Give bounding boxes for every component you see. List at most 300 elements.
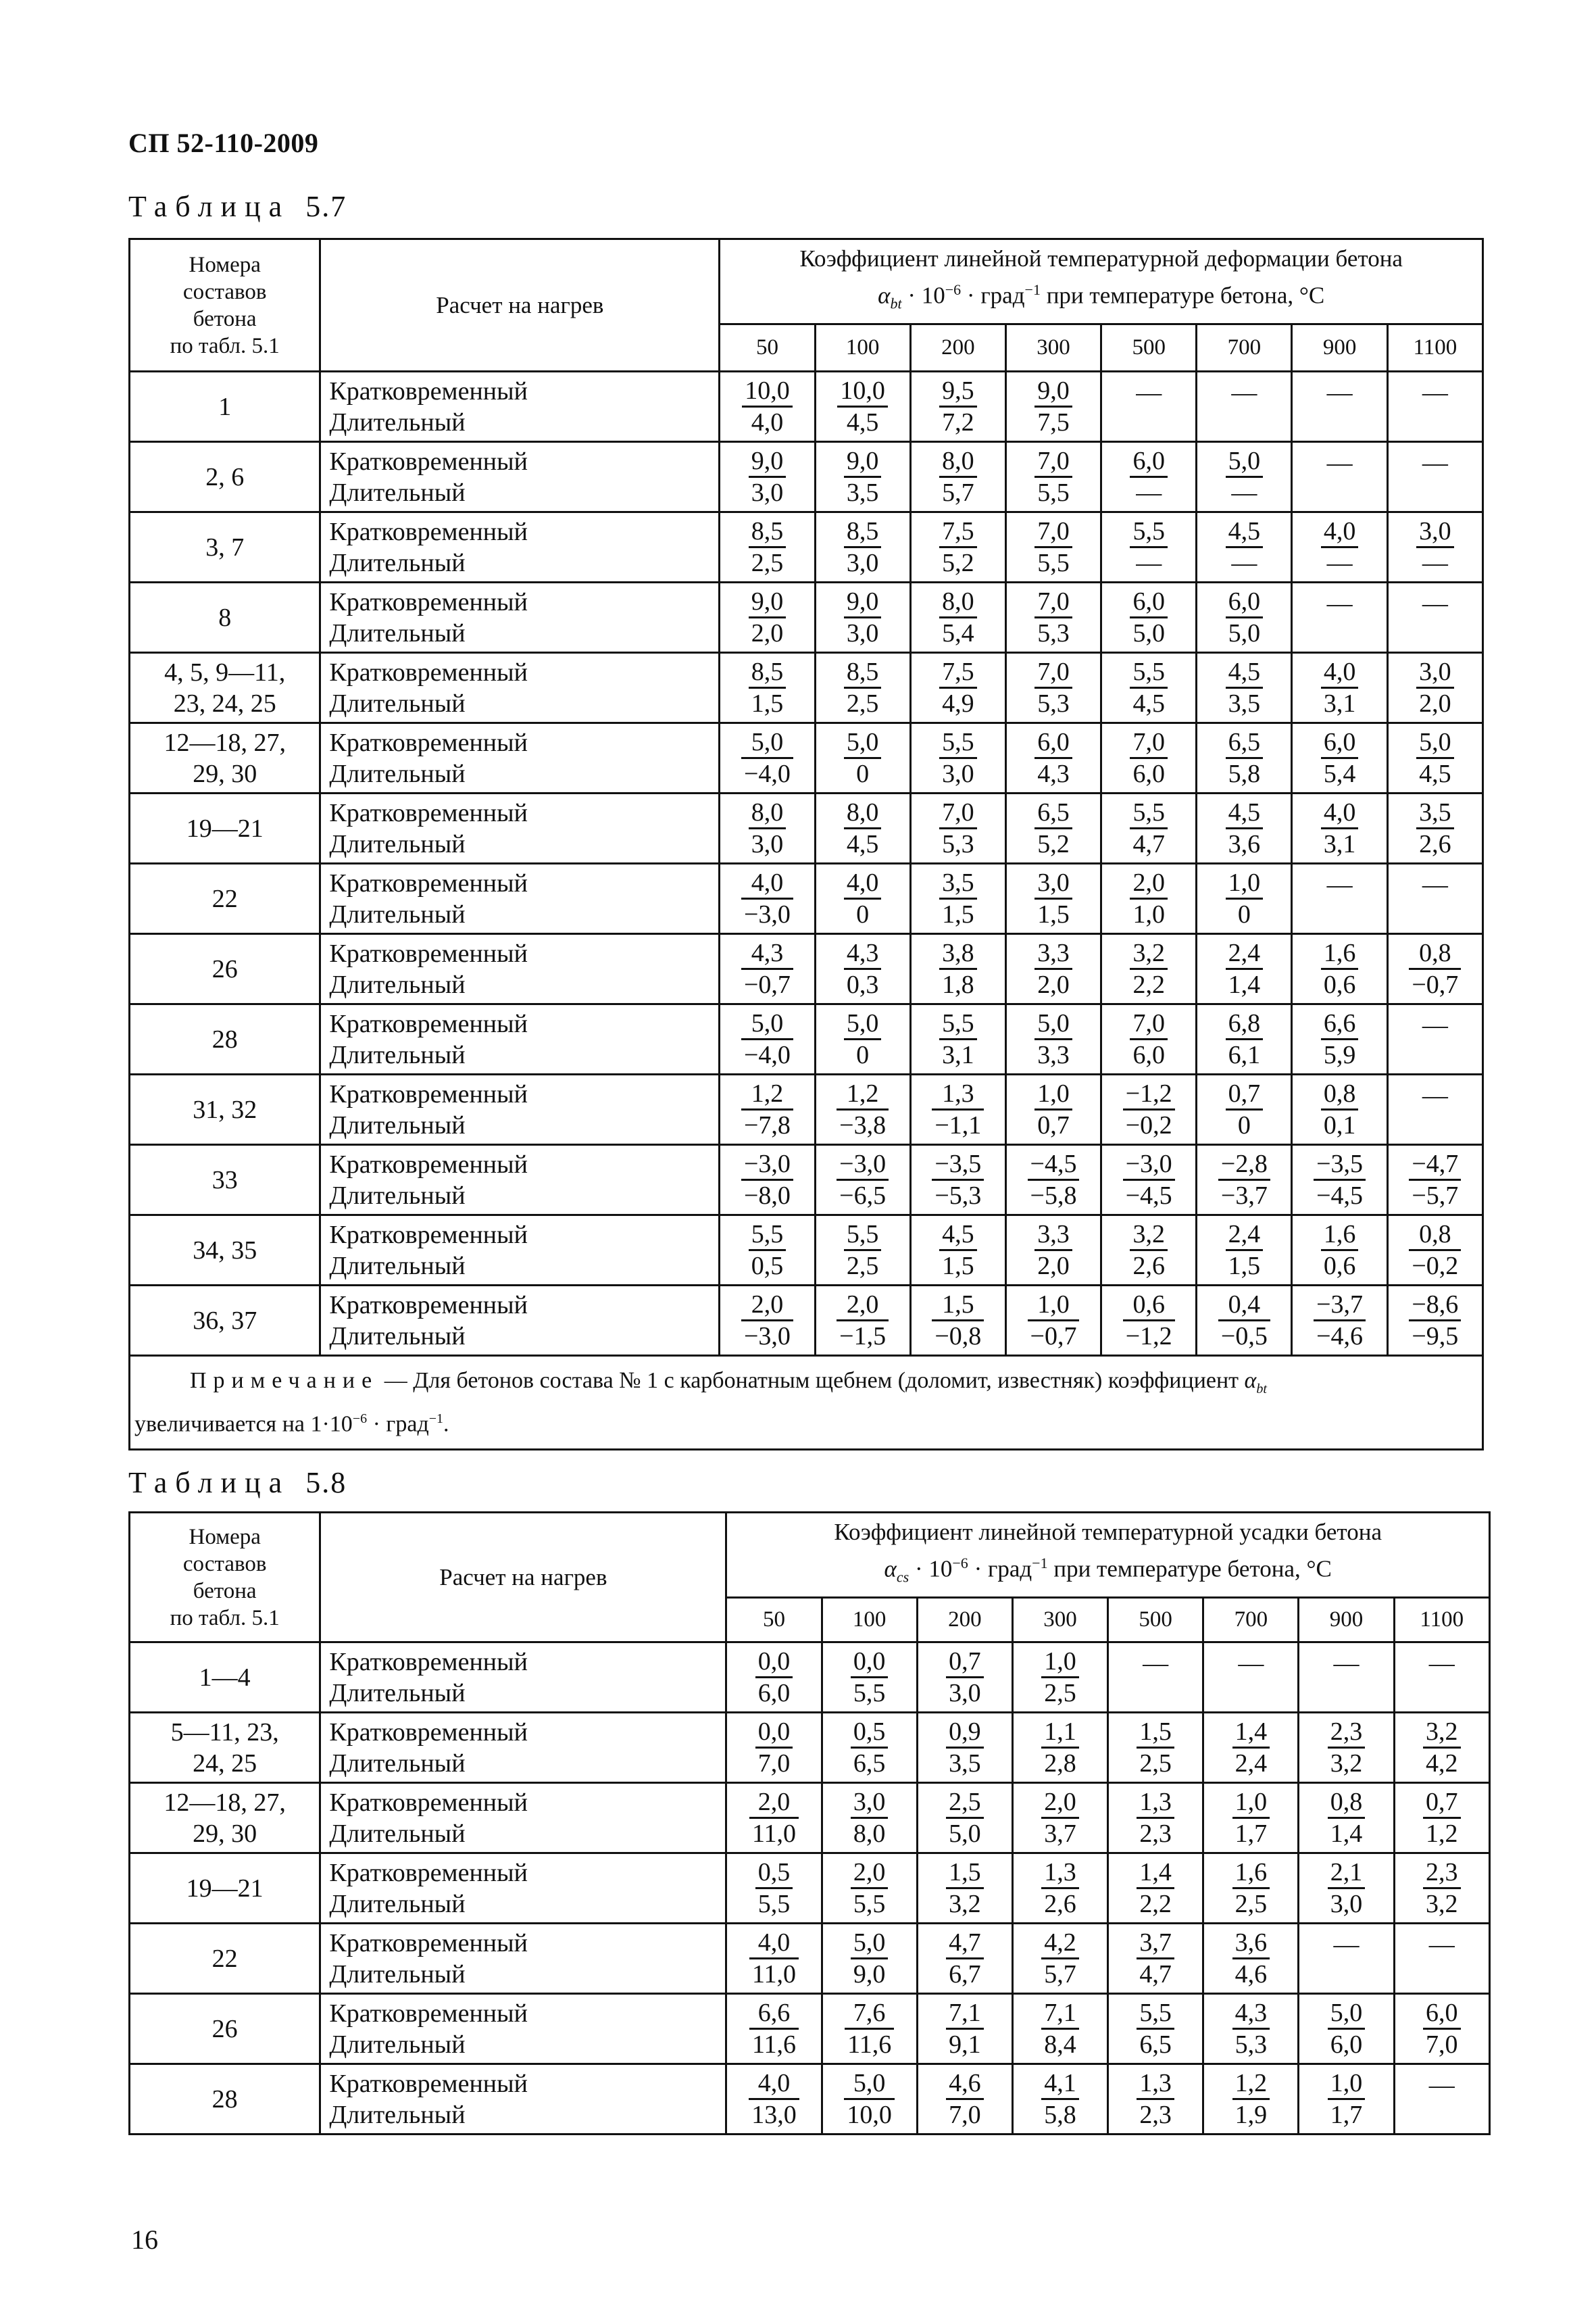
coef-tail: при температуре бетона, °С — [1047, 1555, 1332, 1582]
short-term-value: 4,6 — [946, 2068, 984, 2100]
composition-number — [130, 1994, 320, 2064]
short-term-value: 7,1 — [1041, 1998, 1079, 2030]
fraction — [1226, 657, 1264, 718]
long-term-value: 6,1 — [1228, 1041, 1261, 1069]
short-term-value: 3,0 — [1034, 868, 1072, 900]
short-term-value: 4,5 — [939, 1219, 977, 1251]
calc-type — [320, 372, 720, 442]
fraction — [1028, 1290, 1080, 1351]
calc-type — [320, 723, 720, 794]
value-cell — [1101, 1075, 1197, 1145]
temperature-header: 700 — [1197, 324, 1292, 372]
note-row — [130, 1356, 1483, 1450]
long-term-value: 5,5 — [853, 1679, 886, 1707]
value-cell — [726, 1924, 822, 1994]
fraction — [844, 2068, 895, 2130]
value-cell — [1203, 1853, 1299, 1924]
calc-type — [320, 653, 720, 723]
value-cell — [1005, 723, 1101, 794]
fraction — [939, 868, 977, 929]
temperature-header: 500 — [1108, 1598, 1203, 1642]
value-cell — [1108, 1994, 1203, 2064]
short-term-value: −8,6 — [1409, 1290, 1461, 1321]
long-term-value: 5,4 — [1323, 760, 1356, 788]
value-cell — [1012, 1642, 1107, 1713]
fraction — [1226, 516, 1264, 578]
value-cell — [815, 653, 910, 723]
value-cell — [917, 1853, 1012, 1924]
value-cell — [1299, 1924, 1394, 1994]
coef-unit-2: · град — [968, 1555, 1032, 1582]
long-term-value: 2,6 — [1132, 1252, 1165, 1280]
short-term-value: 3,3 — [1034, 1219, 1072, 1251]
value-cell — [815, 583, 910, 653]
composition-line: 29, 30 — [193, 1819, 257, 1848]
composition-line: 36, 37 — [193, 1306, 257, 1335]
no-value-dash: — — [1422, 1011, 1448, 1040]
long-term-value: 0 — [1237, 1111, 1251, 1140]
coef-exponent-2: −1 — [1032, 1555, 1048, 1572]
value-cell — [1292, 794, 1387, 864]
long-term-value: −4,6 — [1316, 1322, 1364, 1350]
value-cell — [910, 1075, 1005, 1145]
short-term-value: 2,4 — [1226, 1219, 1264, 1251]
value-cell — [815, 442, 910, 512]
short-term-value: 0,6 — [1123, 1290, 1175, 1321]
short-term-value: 7,5 — [939, 516, 977, 548]
value-cell — [1005, 583, 1101, 653]
value-cell — [910, 1215, 1005, 1286]
long-term-value: 5,2 — [1037, 830, 1070, 858]
value-cell — [1005, 864, 1101, 934]
fraction — [946, 2068, 984, 2130]
long-term-value: −3,8 — [839, 1111, 887, 1140]
no-value-dash: — — [1326, 449, 1353, 477]
long-term-value: 3,0 — [949, 1679, 981, 1707]
long-term-value: 2,6 — [1044, 1890, 1076, 1918]
fraction — [1226, 727, 1264, 789]
fraction — [1321, 1008, 1359, 1070]
calc-line: Кратковременный — [329, 1009, 528, 1038]
short-term-value: 8,5 — [844, 657, 882, 689]
document-code: СП 52-110-2009 — [128, 128, 319, 158]
fraction — [1226, 868, 1264, 929]
value-cell — [1387, 653, 1482, 723]
composition-line: 19—21 — [186, 814, 264, 843]
fraction — [1130, 1219, 1168, 1281]
fraction — [1034, 446, 1072, 508]
fraction — [1034, 727, 1072, 789]
short-term-value: 6,6 — [1321, 1008, 1359, 1040]
fraction — [1130, 938, 1168, 1000]
value-cell — [1299, 1783, 1394, 1853]
fraction — [1409, 938, 1461, 1000]
short-term-value: 1,2 — [741, 1079, 793, 1111]
long-term-value: 2,5 — [751, 549, 784, 577]
calc-line: Длительный — [329, 1321, 466, 1350]
fraction — [939, 587, 977, 648]
value-cell — [815, 864, 910, 934]
fraction — [1232, 1857, 1270, 1919]
long-term-value: 0,6 — [1323, 971, 1356, 999]
fraction — [1226, 798, 1264, 859]
long-term-value: 3,5 — [846, 479, 879, 507]
fraction — [749, 1998, 799, 2059]
value-cell — [1197, 1004, 1292, 1075]
short-term-value: 4,0 — [749, 2068, 799, 2100]
long-term-value: — — [1326, 549, 1353, 577]
coef-symbol: α — [878, 282, 891, 309]
composition-line: 12—18, 27, — [164, 728, 286, 757]
fraction — [1137, 1928, 1174, 1989]
long-term-value: 4,5 — [1132, 689, 1165, 718]
calc-line: Длительный — [329, 408, 466, 437]
short-term-value: 6,0 — [1034, 727, 1072, 759]
temperature-header: 900 — [1292, 324, 1387, 372]
composition-line: 33 — [211, 1165, 238, 1194]
value-cell — [1005, 653, 1101, 723]
coef-exponent: −6 — [945, 281, 962, 299]
long-term-value: −1,2 — [1125, 1322, 1172, 1350]
short-term-value: 4,0 — [1321, 798, 1359, 829]
long-term-value: 4,5 — [1419, 760, 1451, 788]
composition-line: 5—11, 23, — [170, 1717, 279, 1747]
fraction — [939, 938, 977, 1000]
calc-type — [320, 512, 720, 583]
composition-number — [130, 1145, 320, 1215]
value-cell — [1387, 723, 1482, 794]
table-row — [130, 1215, 1483, 1286]
header-line: Номера — [189, 252, 261, 277]
value-cell — [910, 1145, 1005, 1215]
long-term-value: 5,3 — [1037, 689, 1070, 718]
value-cell — [1387, 583, 1482, 653]
calc-line: Длительный — [329, 759, 466, 788]
calc-line: Кратковременный — [329, 1290, 528, 1319]
fraction — [1130, 798, 1168, 859]
table-row — [130, 2064, 1490, 2135]
short-term-value: 10,0 — [742, 376, 793, 408]
value-cell — [720, 1145, 815, 1215]
fraction — [946, 1857, 984, 1919]
fraction — [1034, 376, 1072, 437]
value-cell — [917, 1783, 1012, 1853]
calc-type — [320, 1286, 720, 1356]
fraction — [1232, 1998, 1270, 2059]
calc-line: Кратковременный — [329, 447, 528, 476]
long-term-value: 0 — [856, 900, 870, 929]
long-term-value: 5,8 — [1228, 760, 1261, 788]
table-row — [130, 1145, 1483, 1215]
fraction — [1321, 1219, 1359, 1281]
temperature-header: 200 — [910, 324, 1005, 372]
long-term-value: — — [1422, 549, 1448, 577]
value-cell — [1292, 653, 1387, 723]
fraction — [844, 938, 882, 1000]
long-term-value: 1,7 — [1330, 2101, 1363, 2129]
short-term-value: 0,8 — [1328, 1787, 1366, 1819]
value-cell — [1108, 1924, 1203, 1994]
table-row — [130, 1286, 1483, 1356]
fraction — [1041, 1647, 1079, 1708]
long-term-value: 3,0 — [1330, 1890, 1363, 1918]
fraction — [1416, 727, 1454, 789]
short-term-value: 3,8 — [939, 938, 977, 970]
long-term-value: 4,5 — [846, 830, 879, 858]
fraction — [1328, 1857, 1366, 1919]
composition-line: 31, 32 — [193, 1095, 257, 1124]
fraction — [1409, 1290, 1461, 1351]
value-cell — [910, 723, 1005, 794]
value-cell — [1387, 512, 1482, 583]
fraction — [1321, 727, 1359, 789]
calc-line: Длительный — [329, 2100, 466, 2129]
long-term-value: −4,5 — [1316, 1181, 1364, 1210]
fraction — [749, 446, 787, 508]
value-cell — [910, 512, 1005, 583]
short-term-value: 2,0 — [741, 1290, 793, 1321]
table-row — [130, 1994, 1490, 2064]
long-term-value: — — [1136, 549, 1162, 577]
temperature-header: 500 — [1101, 324, 1197, 372]
fraction — [1226, 938, 1264, 1000]
calc-line: Длительный — [329, 1251, 466, 1280]
short-term-value: −1,2 — [1123, 1079, 1175, 1111]
value-cell — [1203, 1713, 1299, 1783]
col-header-calc: Расчет на нагрев — [320, 1513, 726, 1642]
table-row — [130, 442, 1483, 512]
composition-line: 26 — [211, 2014, 238, 2043]
long-term-value: 3,1 — [1323, 689, 1356, 718]
short-term-value: 7,0 — [1034, 657, 1072, 689]
fraction — [844, 1008, 882, 1070]
short-term-value: 2,3 — [1423, 1857, 1461, 1889]
long-term-value: 2,8 — [1044, 1749, 1076, 1778]
short-term-value: 0,5 — [851, 1717, 889, 1749]
fraction — [851, 1647, 889, 1708]
table-5-7 — [128, 238, 1484, 1450]
short-term-value: −3,7 — [1314, 1290, 1366, 1321]
composition-number — [130, 1853, 320, 1924]
no-value-dash: — — [1326, 871, 1353, 899]
short-term-value: 3,0 — [1416, 516, 1454, 548]
value-cell — [1005, 1145, 1101, 1215]
fraction — [1232, 1787, 1270, 1849]
short-term-value: 6,6 — [749, 1998, 799, 2030]
fraction — [946, 1998, 984, 2059]
table-5-8-caption — [128, 1465, 347, 1500]
calc-type — [320, 1642, 726, 1713]
long-term-value: −4,0 — [743, 760, 791, 788]
fraction — [1137, 2068, 1174, 2130]
composition-number — [130, 1215, 320, 1286]
fraction — [741, 868, 793, 929]
value-cell — [1197, 1286, 1292, 1356]
value-cell — [726, 2064, 822, 2135]
value-cell — [815, 1286, 910, 1356]
fraction — [844, 446, 882, 508]
short-term-value: 2,0 — [851, 1857, 889, 1889]
fraction — [1321, 1079, 1359, 1140]
value-cell — [1012, 2064, 1107, 2135]
short-term-value: 3,2 — [1130, 1219, 1168, 1251]
fraction — [1416, 516, 1454, 578]
composition-line: 8 — [218, 603, 232, 632]
header-line: составов — [182, 279, 267, 304]
calc-line: Длительный — [329, 1181, 466, 1210]
temperature-header: 100 — [822, 1598, 917, 1642]
value-cell — [1101, 583, 1197, 653]
value-cell — [720, 583, 815, 653]
value-cell — [815, 723, 910, 794]
value-cell — [1108, 1642, 1203, 1713]
short-term-value: 1,5 — [932, 1290, 984, 1321]
short-term-value: 1,6 — [1321, 938, 1359, 970]
long-term-value: 1,5 — [1228, 1252, 1261, 1280]
short-term-value: 6,0 — [1130, 587, 1168, 618]
fraction — [1232, 1717, 1270, 1778]
fraction — [755, 1857, 793, 1919]
value-cell — [917, 1994, 1012, 2064]
value-cell — [822, 1994, 917, 2064]
value-cell — [1101, 1286, 1197, 1356]
coef-title: Коэффициент линейной температурной усадки бетона — [834, 1519, 1382, 1546]
long-term-value: 2,0 — [751, 619, 784, 648]
short-term-value: 4,3 — [1232, 1998, 1270, 2030]
calc-type — [320, 2064, 726, 2135]
value-cell — [726, 1783, 822, 1853]
calc-line: Кратковременный — [329, 1858, 528, 1887]
fraction — [1232, 1928, 1270, 1989]
temperature-header: 300 — [1012, 1598, 1107, 1642]
fraction — [1314, 1290, 1366, 1351]
long-term-value: 3,3 — [1037, 1041, 1070, 1069]
value-cell — [1108, 1783, 1203, 1853]
short-term-value: 0,7 — [1226, 1079, 1264, 1111]
composition-number — [130, 583, 320, 653]
short-term-value: 8,5 — [749, 516, 787, 548]
coef-unit: · 10 — [909, 1555, 953, 1582]
page-number: 16 — [131, 2224, 158, 2255]
value-cell — [1387, 934, 1482, 1004]
short-term-value: 5,5 — [1137, 1998, 1174, 2030]
calc-type — [320, 1924, 726, 1994]
short-term-value: 2,1 — [1328, 1857, 1366, 1889]
fraction — [932, 1149, 984, 1211]
long-term-value: −4,0 — [743, 1041, 791, 1069]
short-term-value: 9,0 — [844, 446, 882, 478]
long-term-value: −0,8 — [934, 1322, 982, 1350]
fraction — [755, 1647, 793, 1708]
short-term-value: −2,8 — [1218, 1149, 1270, 1181]
fraction — [1123, 1079, 1175, 1140]
long-term-value: 7,0 — [949, 2101, 981, 2129]
long-term-value: 5,7 — [942, 479, 974, 507]
short-term-value: −3,0 — [1123, 1149, 1175, 1181]
table-row — [130, 1642, 1490, 1713]
short-term-value: 6,0 — [1423, 1998, 1461, 2030]
short-term-value: 8,0 — [844, 798, 882, 829]
composition-line: 4, 5, 9—11, — [164, 658, 286, 687]
calc-line: Кратковременный — [329, 1647, 528, 1676]
value-cell — [1292, 1145, 1387, 1215]
long-term-value: −0,7 — [1412, 971, 1459, 999]
fraction — [939, 516, 977, 578]
value-cell — [720, 723, 815, 794]
value-cell — [910, 442, 1005, 512]
value-cell — [720, 864, 815, 934]
calc-line: Кратковременный — [329, 376, 528, 406]
fraction — [1409, 1219, 1461, 1281]
short-term-value: 4,5 — [1226, 657, 1264, 689]
fraction — [749, 2068, 799, 2130]
long-term-value: −0,7 — [1030, 1322, 1077, 1350]
short-term-value: 1,0 — [1328, 2068, 1366, 2100]
fraction — [1028, 1149, 1080, 1211]
long-term-value: 1,5 — [1037, 900, 1070, 929]
value-cell — [1197, 1145, 1292, 1215]
long-term-value: 6,0 — [1132, 760, 1165, 788]
value-cell — [1005, 1075, 1101, 1145]
table-row — [130, 372, 1483, 442]
fraction — [741, 1149, 793, 1211]
value-cell — [720, 794, 815, 864]
calc-line: Кратковременный — [329, 2069, 528, 2098]
short-term-value: 5,0 — [1416, 727, 1454, 759]
calc-line: Кратковременный — [329, 869, 528, 898]
composition-line: 2, 6 — [205, 462, 245, 491]
calc-line: Длительный — [329, 1889, 466, 1918]
long-term-value: −3,0 — [743, 1322, 791, 1350]
note-label: Примечание — [190, 1368, 379, 1393]
long-term-value: 4,5 — [846, 408, 879, 437]
temperature-header: 100 — [815, 324, 910, 372]
short-term-value: 6,0 — [1130, 446, 1168, 478]
short-term-value: 5,0 — [844, 727, 882, 759]
calc-line: Длительный — [329, 970, 466, 999]
short-term-value: −4,5 — [1028, 1149, 1080, 1181]
calc-type — [320, 934, 720, 1004]
table-row — [130, 1004, 1483, 1075]
fraction — [1034, 938, 1072, 1000]
value-cell — [1101, 372, 1197, 442]
fraction — [1130, 1008, 1168, 1070]
short-term-value: 5,0 — [741, 727, 793, 759]
value-cell — [1394, 1853, 1489, 1924]
long-term-value: 5,8 — [1044, 2101, 1076, 2129]
table-row — [130, 1713, 1490, 1783]
fraction — [1416, 798, 1454, 859]
long-term-value: 5,3 — [1235, 2030, 1268, 2059]
value-cell — [1101, 794, 1197, 864]
long-term-value: 1,2 — [1426, 1820, 1458, 1848]
value-cell — [1387, 1286, 1482, 1356]
value-cell — [1387, 1075, 1482, 1145]
short-term-value: 1,3 — [1137, 1787, 1174, 1819]
fraction — [837, 1149, 889, 1211]
short-term-value: 0,7 — [946, 1647, 984, 1678]
fraction — [749, 1787, 799, 1849]
fraction — [1041, 1787, 1079, 1849]
note-symbol: α — [1244, 1368, 1257, 1393]
short-term-value: 7,0 — [1130, 727, 1168, 759]
fraction — [749, 1219, 787, 1281]
value-cell — [1394, 2064, 1489, 2135]
note-exponent: −6 — [352, 1411, 368, 1426]
long-term-value: −3,0 — [743, 900, 791, 929]
fraction — [844, 516, 882, 578]
composition-number — [130, 1642, 320, 1713]
